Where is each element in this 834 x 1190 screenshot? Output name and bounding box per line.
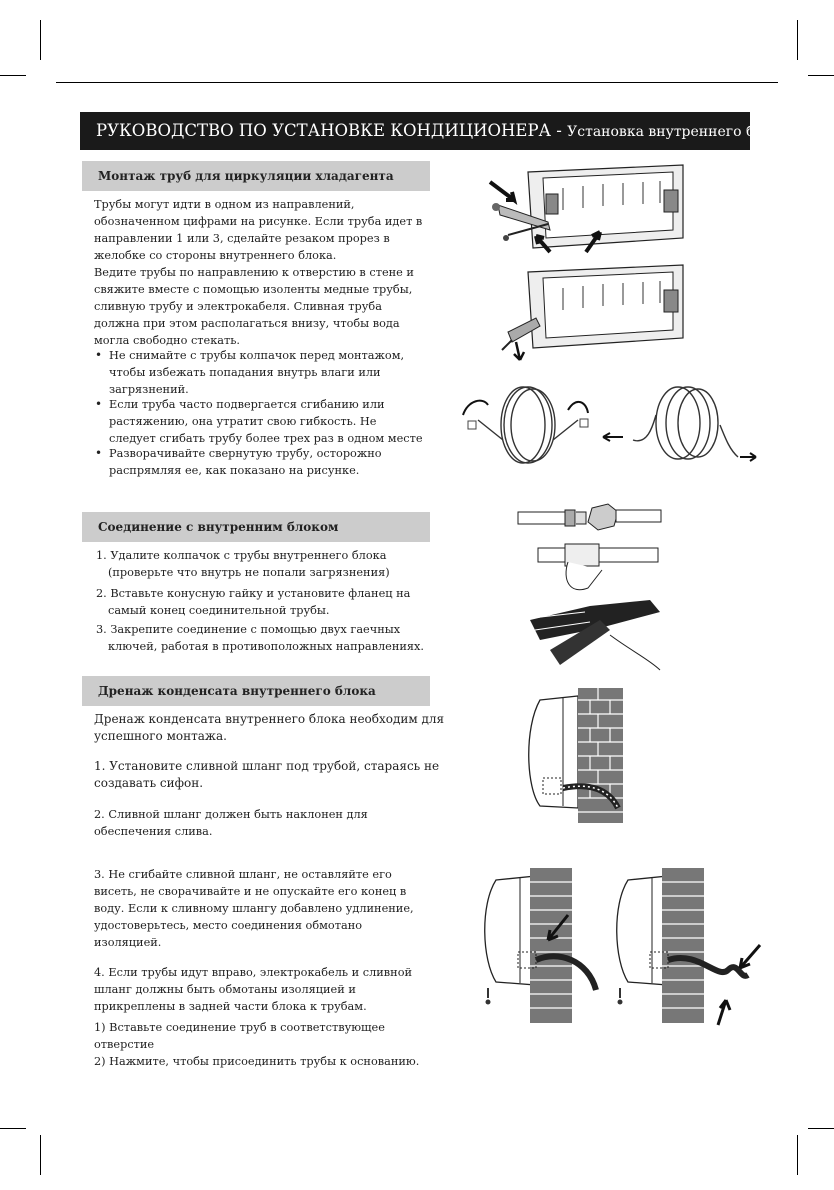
paragraph-line: успешного монтажа. <box>94 729 227 743</box>
drain-step-2 <box>94 806 368 840</box>
crop-mark <box>797 1135 798 1175</box>
paragraph-line: 4. Если трубы идут вправо, электрокабель и сливной <box>94 966 413 979</box>
list-item <box>96 621 424 655</box>
bullet-item <box>95 347 405 398</box>
drain-hose-wall-illustration <box>518 688 628 823</box>
flare-connection-illustration <box>510 500 670 675</box>
paragraph-line: шланг должны быть обмотаны изоляцией и <box>94 983 356 996</box>
paragraph-line: 2. Сливной шланг должен быть наклонен для <box>94 808 368 821</box>
bundled-pipes-illustration <box>488 260 688 370</box>
paragraph-line: Дренаж конденсата внутреннего блока необходим для <box>94 712 445 726</box>
bullet-line: Не снимайте с трубы колпачок перед монтажом, <box>109 349 405 362</box>
paragraph-line: висеть, не сворачивайте и не опускайте его конец в <box>94 885 407 898</box>
bullet-line: распрямляя ее, как показано на рисунке. <box>109 464 360 477</box>
section-heading-refrigerant-pipes: Монтаж труб для циркуляции хладагента <box>82 161 430 191</box>
drain-sub-1 <box>94 1019 385 1053</box>
bullet-line: Разворачивайте свернутую трубу, осторожно <box>109 447 382 460</box>
paragraph-line: отверстие <box>94 1038 155 1051</box>
list-item-line: ключей, работая в противоположных направлениях. <box>108 640 424 653</box>
drain-step-3 <box>94 866 414 951</box>
paragraph-line: Ведите трубы по направлению к отверстию в стене и <box>94 266 414 279</box>
crop-mark <box>808 1128 834 1129</box>
crop-mark <box>797 20 798 60</box>
bullet-icon: • <box>95 446 103 460</box>
title-sub: Установка внутреннего блока <box>567 124 789 140</box>
page-title <box>80 112 789 150</box>
paragraph-line: 1. Установите сливной шланг под трубой, стараясь не <box>94 759 440 773</box>
list-item-line: самый конец соединительной трубы. <box>108 604 330 617</box>
indoor-unit-pipe-directions-illustration <box>488 160 688 255</box>
top-rule <box>56 82 778 83</box>
crop-mark <box>0 75 26 76</box>
section-heading-indoor-connection: Соединение с внутренним блоком <box>82 512 430 542</box>
crop-mark <box>808 75 834 76</box>
bullet-icon: • <box>95 397 103 411</box>
list-item-line: 2. Вставьте конусную гайку и установите фланец на <box>96 587 411 600</box>
bullet-line: растяжению, она утратит свою гибкость. Не <box>109 415 377 428</box>
paragraph-line: удостоверьтесь, место соединения обмотано <box>94 919 363 932</box>
paragraph-line: воду. Если к сливному шлангу добавлено удлинение, <box>94 902 414 915</box>
bullet-line: загрязнений. <box>109 383 189 396</box>
list-item-line: 3. Закрепите соединение с помощью двух гаечных <box>96 623 401 636</box>
paragraph-line: создавать сифон. <box>94 776 204 790</box>
drain-intro <box>94 711 444 745</box>
paragraph-line: 2) Нажмите, чтобы присоединить трубы к основанию. <box>94 1055 420 1068</box>
paragraph-line: обеспечения слива. <box>94 825 213 838</box>
list-item <box>96 585 410 619</box>
paragraph-line: направлении 1 или 3, сделайте резаком прорез в <box>94 232 390 245</box>
paragraph-line: прикреплены в задней части блока к трубам. <box>94 1000 367 1013</box>
section-heading-condensate-drain: Дренаж конденсата внутреннего блока <box>82 676 430 706</box>
bullet-item <box>95 396 423 447</box>
crop-mark <box>0 1128 26 1129</box>
paragraph-line: свяжите вместе с помощью изоленты медные трубы, <box>94 283 413 296</box>
bullet-line: чтобы избежать попадания внутрь влаги или <box>109 366 381 379</box>
bullet-item <box>95 445 382 479</box>
paragraph-line: желобке со стороны внутреннего блока. <box>94 249 337 262</box>
list-item-line: 1. Удалите колпачок с трубы внутреннего блока <box>96 549 387 562</box>
paragraph-line: 1) Вставьте соединение труб в соответствующее <box>94 1021 385 1034</box>
bullet-line: следует сгибать трубу более трех раз в одном месте <box>109 432 423 445</box>
paragraph-line: 3. Не сгибайте сливной шланг, не оставляйте его <box>94 868 392 881</box>
paragraph-line: обозначенном цифрами на рисунке. Если труба идет в <box>94 215 423 228</box>
drain-step-4 <box>94 964 412 1015</box>
list-item-line: (проверьте что внутрь не попали загрязнения) <box>108 566 390 579</box>
paragraph-line: могла свободно стекать. <box>94 334 241 347</box>
paragraph-line: должна при этом располагаться внизу, чтобы вода <box>94 317 400 330</box>
drain-sub-2 <box>94 1053 419 1070</box>
paragraph-line: изоляцией. <box>94 936 162 949</box>
drain-step-1 <box>94 758 439 792</box>
coiled-pipe-illustration <box>458 385 758 475</box>
paragraph-line: сливную трубу и электрокабеля. Сливная труба <box>94 300 382 313</box>
crop-mark <box>40 1135 41 1175</box>
list-item <box>96 547 390 581</box>
incorrect-drain-illustration <box>478 860 768 1030</box>
bullet-icon: • <box>95 348 103 362</box>
crop-mark <box>40 20 41 60</box>
bullet-line: Если труба часто подвергается сгибанию или <box>109 398 385 411</box>
paragraph-line: Трубы могут идти в одном из направлений, <box>94 198 355 211</box>
title-main: РУКОВОДСТВО ПО УСТАНОВКЕ КОНДИЦИОНЕРА - <box>96 121 568 140</box>
